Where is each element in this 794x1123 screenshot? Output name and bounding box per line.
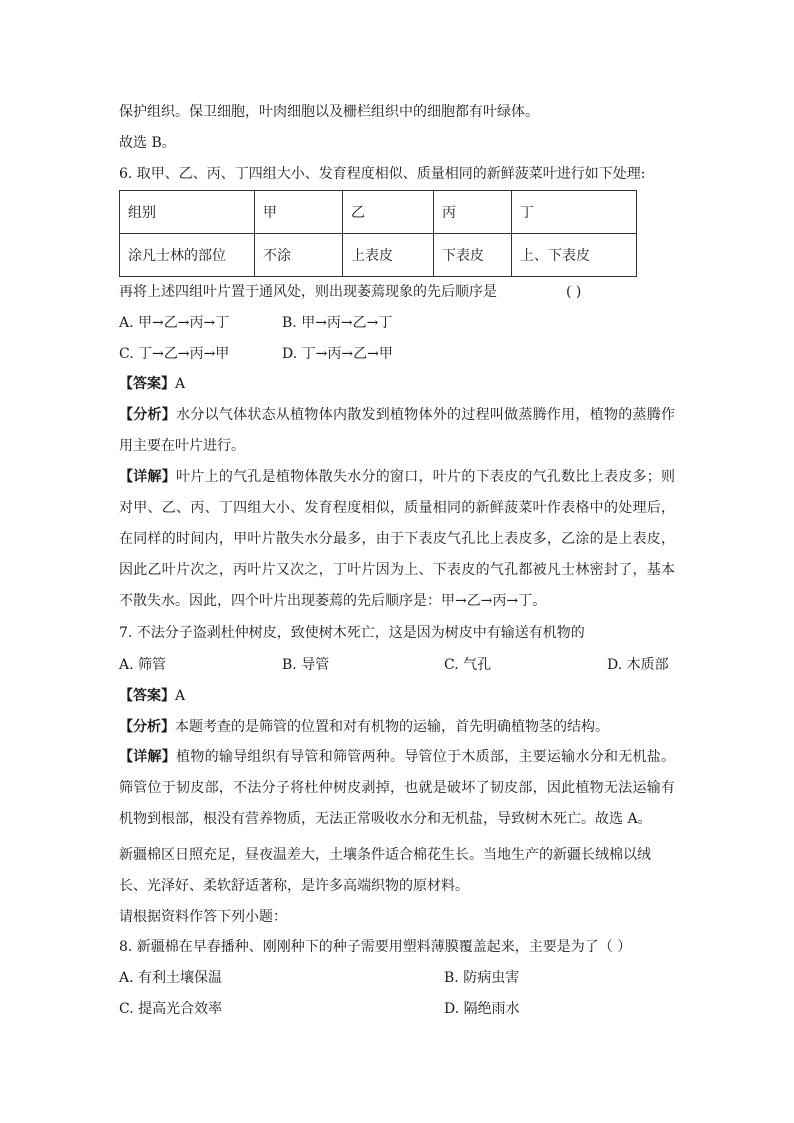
answer-value: A	[175, 376, 186, 392]
option-c: C. 气孔	[444, 657, 492, 673]
material-prompt: 请根据资料作答下列小题：	[119, 909, 287, 925]
option-a: A. 筛管	[119, 657, 167, 673]
analysis-tag: 【分析】	[119, 407, 177, 423]
answer-tag: 【答案】	[119, 376, 175, 392]
option-c: C. 丁→乙→丙→甲	[119, 346, 230, 362]
option-d: D. 隔绝雨水	[444, 1001, 520, 1017]
question-6-stem: 6. 取甲、乙、丙、丁四组大小、发育程度相似、质量相同的新鲜菠菜叶进行如下处理:	[119, 166, 646, 182]
option-b: B. 防病虫害	[444, 970, 520, 986]
text-line: 保护组织。保卫细胞，叶肉细胞以及栅栏组织中的细胞都有叶绿体。	[119, 104, 539, 120]
analysis-tag: 【分析】	[119, 719, 175, 735]
answer-tag: 【答案】	[119, 688, 175, 704]
detail-tag: 【详解】	[119, 469, 177, 485]
question-8-stem: 8. 新疆棉在早春播种、刚刚种下的种子需要用塑料薄膜覆盖起来，主要是为了（ ）	[119, 939, 632, 955]
answer-line	[119, 374, 185, 394]
detail-text: 植物的输导组织有导管和筛管两种。导管位于木质部，主要运输水分和无机盐。筛管位于韧皮部，不法分子将杜仲树皮剥掉，也就是破坏了韧皮部，因此植物无法运输有机物到根部，根没有营养物质，无法正常吸收水分和无机盐，导致树木死亡。故选 A。	[119, 749, 676, 827]
table-cell: 乙	[343, 191, 434, 234]
table-cell: 上、下表皮	[512, 234, 637, 277]
material-line: 新疆棉区日照充足，昼夜温差大，土壤条件适合棉花生长。当地生产的新疆长绒棉以绒	[119, 847, 651, 863]
table-row	[120, 234, 637, 277]
option-d: D. 木质部	[607, 657, 669, 673]
answer-line	[119, 686, 185, 706]
table-cell: 丁	[512, 191, 637, 234]
option-b: B. 导管	[282, 657, 330, 673]
analysis-line	[119, 717, 609, 737]
detail-tag: 【详解】	[119, 749, 177, 765]
material-line: 长、光泽好、柔软舒适著称，是许多高端织物的原材料。	[119, 878, 469, 894]
analysis-text: 本题考查的是筛管的位置和对有机物的运输，首先明确植物茎的结构。	[175, 719, 609, 735]
detail-paragraph	[119, 462, 675, 617]
option-c: C. 提高光合效率	[119, 1001, 223, 1017]
table-cell: 上表皮	[343, 234, 434, 277]
text-line: 故选 B。	[119, 135, 176, 151]
option-d: D. 丁→丙→乙→甲	[282, 346, 393, 362]
table-cell: 丙	[434, 191, 512, 234]
option-a: A. 甲→乙→丙→丁	[119, 315, 230, 331]
question-7-stem: 7. 不法分子盗剥杜仲树皮，致使树木死亡，这是因为树皮中有输送有机物的	[119, 625, 585, 641]
table-cell: 甲	[255, 191, 343, 234]
detail-text: 叶片上的气孔是植物体散失水分的窗口，叶片的下表皮的气孔数比上表皮多；则对甲、乙、丙、丁四组大小、发育程度相似，质量相同的新鲜菠菜叶作表格中的处理后，在同样的时间内，甲叶片散失水分最多，由于下表皮气孔比上表皮多，乙涂的是上表皮，因此乙叶片次之，丙叶片又次之，丁叶片因为上、下表皮的气孔都被凡士林密封了，基本不散失水。因此，四个叶片出现萎蔫的先后顺序是：甲→乙→丙→丁。	[119, 469, 676, 609]
table-cell: 下表皮	[434, 234, 512, 277]
table-cell: 不涂	[255, 234, 343, 277]
table-cell: 涂凡士林的部位	[120, 234, 255, 277]
table-cell: 组别	[120, 191, 255, 234]
analysis-text: 水分以气体状态从植物体内散发到植物体外的过程叫做蒸腾作用，植物的蒸腾作用主要在叶片进行。	[119, 407, 676, 454]
table-row	[120, 191, 637, 234]
answer-paren: ( )	[566, 284, 582, 300]
analysis-paragraph	[119, 400, 675, 462]
detail-paragraph	[119, 742, 675, 835]
question-6-tail: 再将上述四组叶片置于通风处，则出现萎蔫现象的先后顺序是	[119, 284, 497, 300]
option-b: B. 甲→丙→乙→丁	[282, 315, 393, 331]
option-a: A. 有利土壤保温	[119, 970, 223, 986]
answer-value: A	[175, 688, 186, 704]
treatment-table	[119, 190, 637, 277]
